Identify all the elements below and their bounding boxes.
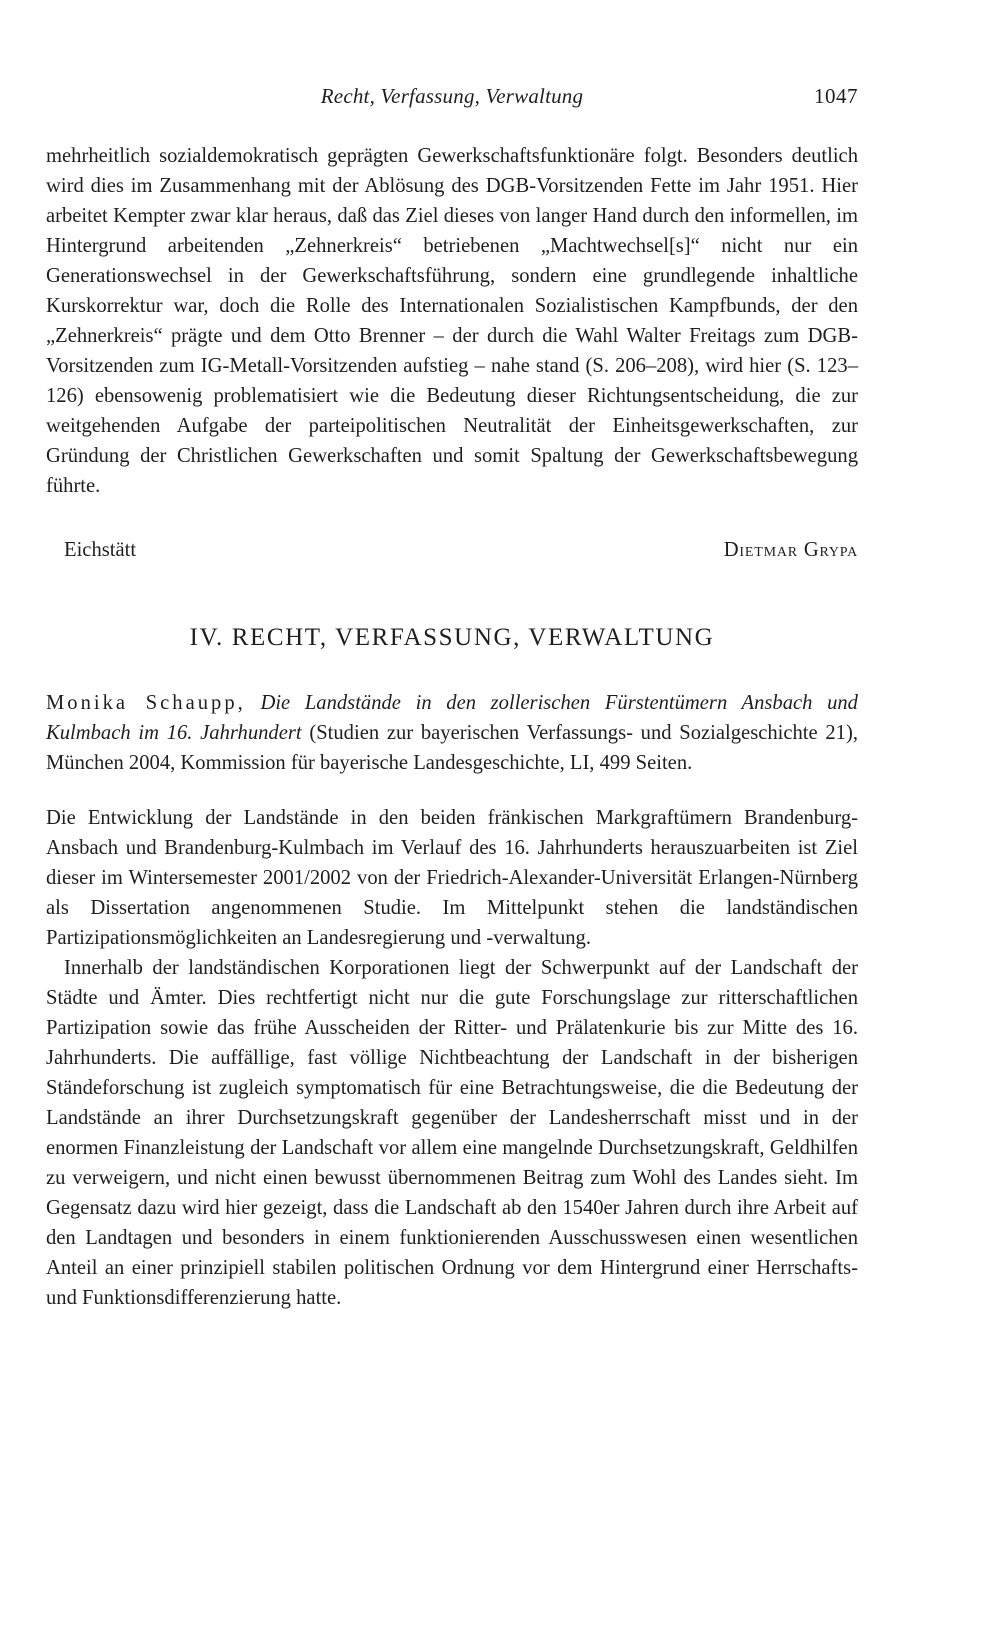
review-paragraph-1: Die Entwicklung der Landstände in den beiden fränkischen Markgraftümern Brandenburg-Ansbach und Brandenburg-Kulmbach im Verlauf des 16. Jahrhunderts herauszuarbeiten ist Ziel dieser im Wintersemester 2001/2002 von der Friedrich-Alexander-Universität Erlangen-Nürnberg als Dissertation angenommenen Studie. Im Mittelpunkt stehen die landständischen Partizipationsmöglichkeiten an Landesregierung und -verwaltung.	[46, 807, 858, 949]
running-title: Recht, Verfassung, Verwaltung	[320, 84, 584, 108]
section-heading: IV. RECHT, VERFASSUNG, VERWALTUNG	[189, 624, 715, 651]
page-number: 1047	[814, 84, 858, 108]
book-title: Die Landstände in den zollerischen Fürstentümern Ansbach und Kulmbach im 16. Jahrhundert	[46, 692, 858, 744]
book-details: (Studien zur bayerischen Verfassungs- und Sozialgeschichte 21), München 2004, Kommission für bayerische Landesgeschichte, LI, 499 Seiten.	[46, 722, 858, 774]
previous-review-paragraph: mehrheitlich sozialdemokratisch geprägten Gewerkschaftsfunktionäre folgt. Besonders deutlich wird dies im Zusammenhang mit der Ablösung des DGB-Vorsitzenden Fette im Jahr 1951. Hier arbeitet Kempter zwar klar heraus, daß das Ziel dieses von langer Hand durch den informellen, im Hintergrund arbeitenden „Zehnerkreis“ betriebenen „Machtwechsel[s]“ nicht nur ein Generationswechsel in der Gewerkschaftsführung, sondern eine grundlegende inhaltliche Kurskorrektur war, doch die Rolle des Internationalen Sozialistischen Kampfbunds, der den „Zehnerkreis“ prägte und dem Otto Brenner – der durch die Wahl Walter Freitags zum DGB-Vorsitzenden zum IG-Metall-Vorsitzenden aufstieg – nahe stand (S. 206–208), wird hier (S. 123–126) ebensowenig problematisiert wie die Bedeutung dieser Richtungsentscheidung, die zur weitgehenden Aufgabe der parteipolitischen Neutralität der Einheitsgewerkschaften, zur Gründung der Christlichen Gewerkschaften und somit Spaltung der Gewerkschaftsbewegung führte.	[46, 145, 858, 497]
review-signature	[64, 535, 858, 565]
reviewer-name: Dietmar Grypa	[723, 539, 858, 561]
book-author: Monika Schaupp,	[46, 692, 246, 714]
book-reference	[46, 688, 858, 778]
previous-review-text	[46, 141, 858, 501]
signature-place: Eichstätt	[64, 539, 137, 561]
review-paragraph-2: Innerhalb der landständischen Korporationen liegt der Schwerpunkt auf der Landschaft der Städte und Ämter. Dies rechtfertigt nicht nur die gute Forschungslage zur ritterschaftlichen Partizipation sowie das frühe Ausscheiden der Ritter- und Prälatenkurie bis zur Mitte des 16. Jahrhunderts. Die auffällige, fast völlige Nichtbeachtung der Landschaft in der bisherigen Ständeforschung ist zugleich symptomatisch für eine Betrachtungsweise, die die Bedeutung der Landstände an ihrer Durchsetzungskraft gegenüber der Landesherrschaft misst und in der enormen Finanzleistung der Landschaft vor allem eine mangelnde Durchsetzungskraft, Geldhilfen zu verweigern, und nicht einen bewusst übernommenen Beitrag zum Wohl des Landes sieht. Im Gegensatz dazu wird hier gezeigt, dass die Landschaft ab den 1540er Jahren durch ihre Arbeit auf den Landtagen und besonders in einem funktionierenden Ausschusswesen einen wesentlichen Anteil an einer prinzipiell stabilen politischen Ordnung vor dem Hintergrund einer Herrschafts- und Funktionsdifferenzierung hatte.	[46, 957, 858, 1309]
review-body	[46, 803, 858, 1313]
running-head	[46, 84, 858, 114]
